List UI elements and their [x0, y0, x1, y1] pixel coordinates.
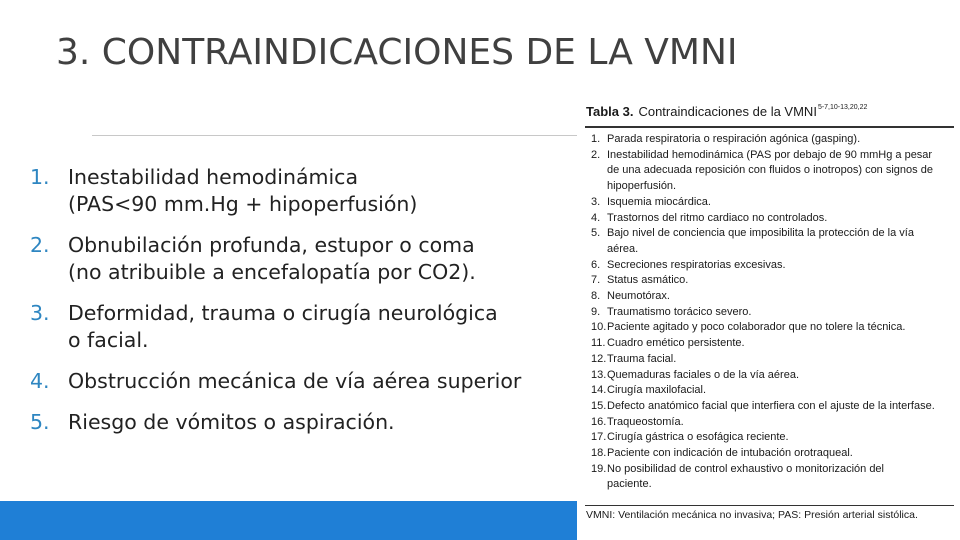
- table-item-text: [607, 273, 953, 289]
- table-item-number: 14.: [591, 384, 607, 397]
- table-item-number: 7.: [591, 274, 601, 287]
- table-item-line: Paciente agitado y poco colaborador que no tolere la técnica.: [607, 321, 906, 334]
- table-item-text: [607, 132, 953, 148]
- bullet-text: [68, 164, 575, 218]
- table-item-number: 3.: [591, 195, 601, 208]
- table-item-line: Secreciones respiratorias excesivas.: [607, 258, 786, 271]
- contraindications-table-image: [577, 100, 960, 525]
- table-top-rule: [585, 126, 954, 128]
- table-item: [591, 462, 953, 493]
- table-item-line: paciente.: [607, 478, 652, 491]
- table-item-number: 2.: [591, 148, 601, 161]
- table-references: 5-7,10-13,20,22: [817, 104, 868, 111]
- table-items: [591, 132, 953, 493]
- table-item-line: Neumotórax.: [607, 290, 670, 303]
- table-item-text: [607, 258, 953, 274]
- table-item: [591, 352, 953, 368]
- table-item-text: [607, 415, 953, 431]
- table-item-line: Traqueostomía.: [607, 415, 684, 428]
- table-item: [591, 258, 953, 274]
- table-item-number: 18.: [591, 447, 607, 460]
- table-item-number: 11.: [591, 337, 606, 350]
- bullet-number: 3.: [30, 301, 50, 325]
- table-item-text: [607, 226, 953, 257]
- table-item: [591, 368, 953, 384]
- table-footnote: VMNI: Ventilación mecánica no invasiva; PAS: Presión arterial sistólica.: [586, 509, 918, 521]
- table-item-number: 5.: [591, 227, 601, 240]
- table-item-number: 17.: [591, 431, 607, 444]
- table-item-line: aérea.: [607, 242, 639, 255]
- bullet-item: [30, 368, 575, 395]
- table-item-text: [607, 383, 953, 399]
- bullet-line: Obnubilación profunda, estupor o coma: [68, 233, 475, 257]
- table-item-number: 12.: [591, 352, 607, 365]
- table-item-number: 13.: [591, 368, 607, 381]
- table-item-line: Trastornos del ritmo cardiaco no controlados.: [607, 211, 828, 224]
- bullet-number: 2.: [30, 233, 50, 257]
- bullet-line: (PAS<90 mm.Hg + hipoperfusión): [68, 192, 418, 216]
- table-item: [591, 446, 953, 462]
- table-item-number: 10.: [591, 321, 607, 334]
- table-item-number: 15.: [591, 399, 607, 412]
- bullet-line: Inestabilidad hemodinámica: [68, 165, 359, 189]
- table-item-text: [607, 305, 953, 321]
- table-title: Contraindicaciones de la VMNI: [638, 104, 817, 119]
- bullet-line: (no atribuible a encefalopatía por CO2).: [68, 260, 476, 284]
- table-item: [591, 289, 953, 305]
- table-item: [591, 336, 953, 352]
- table-item-line: de una adecuada reposición con fluidos o inotropos) con signos de: [607, 164, 933, 177]
- table-item-text: [607, 399, 953, 415]
- bullet-text: [68, 232, 575, 286]
- table-item-text: [607, 368, 953, 384]
- table-item-line: Paciente con indicación de intubación orotraqueal.: [607, 447, 853, 460]
- table-item-number: 1.: [591, 133, 601, 145]
- table-item-number: 9.: [591, 305, 601, 318]
- table-item-line: Quemaduras faciales o de la vía aérea.: [607, 368, 800, 381]
- table-item-number: 8.: [591, 290, 601, 303]
- table-item-text: [607, 336, 953, 352]
- table-item-line: No posibilidad de control exhaustivo o monitorización del: [607, 462, 884, 475]
- table-item-number: 16.: [591, 415, 607, 428]
- table-item-text: [607, 430, 953, 446]
- table-item: [591, 211, 953, 227]
- table-item-line: Trauma facial.: [607, 352, 677, 365]
- table-item: [591, 320, 953, 336]
- bullet-number: 5.: [30, 410, 50, 434]
- table-item-line: Cuadro emético persistente.: [607, 337, 745, 350]
- bullet-text: [68, 300, 575, 354]
- title-divider: [92, 135, 580, 136]
- bullet-item: [30, 409, 575, 436]
- table-item: [591, 305, 953, 321]
- bullet-item: [30, 232, 575, 286]
- table-item-text: [607, 289, 953, 305]
- bullet-line: Deformidad, trauma o cirugía neurológica: [68, 301, 498, 325]
- table-item-text: [607, 148, 953, 195]
- table-item-text: [607, 446, 953, 462]
- table-header: [577, 100, 960, 126]
- table-item: [591, 226, 953, 257]
- table-item: [591, 415, 953, 431]
- bullet-line: Obstrucción mecánica de vía aérea superior: [68, 369, 522, 393]
- bullet-item: [30, 300, 575, 354]
- table-item: [591, 399, 953, 415]
- contraindications-list: [30, 164, 575, 450]
- bullet-text: [68, 409, 575, 436]
- table-item: [591, 195, 953, 211]
- table-item-text: [607, 195, 953, 211]
- table-item-line: Status asmático.: [607, 274, 689, 287]
- bottom-accent-bar: [0, 501, 577, 540]
- table-item-number: 6.: [591, 258, 601, 271]
- table-item-line: Cirugía gástrica o esofágica reciente.: [607, 431, 789, 444]
- bullet-text: [68, 368, 575, 395]
- table-item-line: Isquemia miocárdica.: [607, 195, 711, 208]
- table-item-line: Inestabilidad hemodinámica (PAS por debajo de 90 mmHg a pesar: [607, 148, 933, 161]
- bullet-line: o facial.: [68, 328, 149, 352]
- table-item-line: Bajo nivel de conciencia que imposibilita la protección de la vía: [607, 227, 914, 240]
- table-item-line: Defecto anatómico facial que interfiera con el ajuste de la interfase.: [607, 399, 935, 412]
- table-item-number: 19.: [591, 462, 607, 475]
- table-item: [591, 430, 953, 446]
- bullet-line: Riesgo de vómitos o aspiración.: [68, 410, 395, 434]
- table-item-line: Traumatismo torácico severo.: [607, 305, 752, 318]
- bullet-number: 4.: [30, 369, 50, 393]
- table-item: [591, 383, 953, 399]
- bullet-number: 1.: [30, 165, 50, 189]
- table-item-line: hipoperfusión.: [607, 180, 677, 193]
- table-item-text: [607, 211, 953, 227]
- table-label: Tabla 3.: [586, 104, 634, 119]
- table-item: [591, 273, 953, 289]
- table-item: [591, 132, 953, 148]
- table-item-text: [607, 352, 953, 368]
- table-item-text: [607, 320, 953, 336]
- table-item-line: Cirugía maxilofacial.: [607, 384, 707, 397]
- bullet-item: [30, 164, 575, 218]
- table-item-text: [607, 462, 953, 493]
- table-item: [591, 148, 953, 195]
- table-item-number: 4.: [591, 211, 601, 224]
- table-item-line: Parada respiratoria o respiración agónica (gasping).: [607, 133, 861, 145]
- slide-title: 3. CONTRAINDICACIONES DE LA VMNI: [56, 32, 738, 73]
- table-bottom-rule: [585, 505, 954, 506]
